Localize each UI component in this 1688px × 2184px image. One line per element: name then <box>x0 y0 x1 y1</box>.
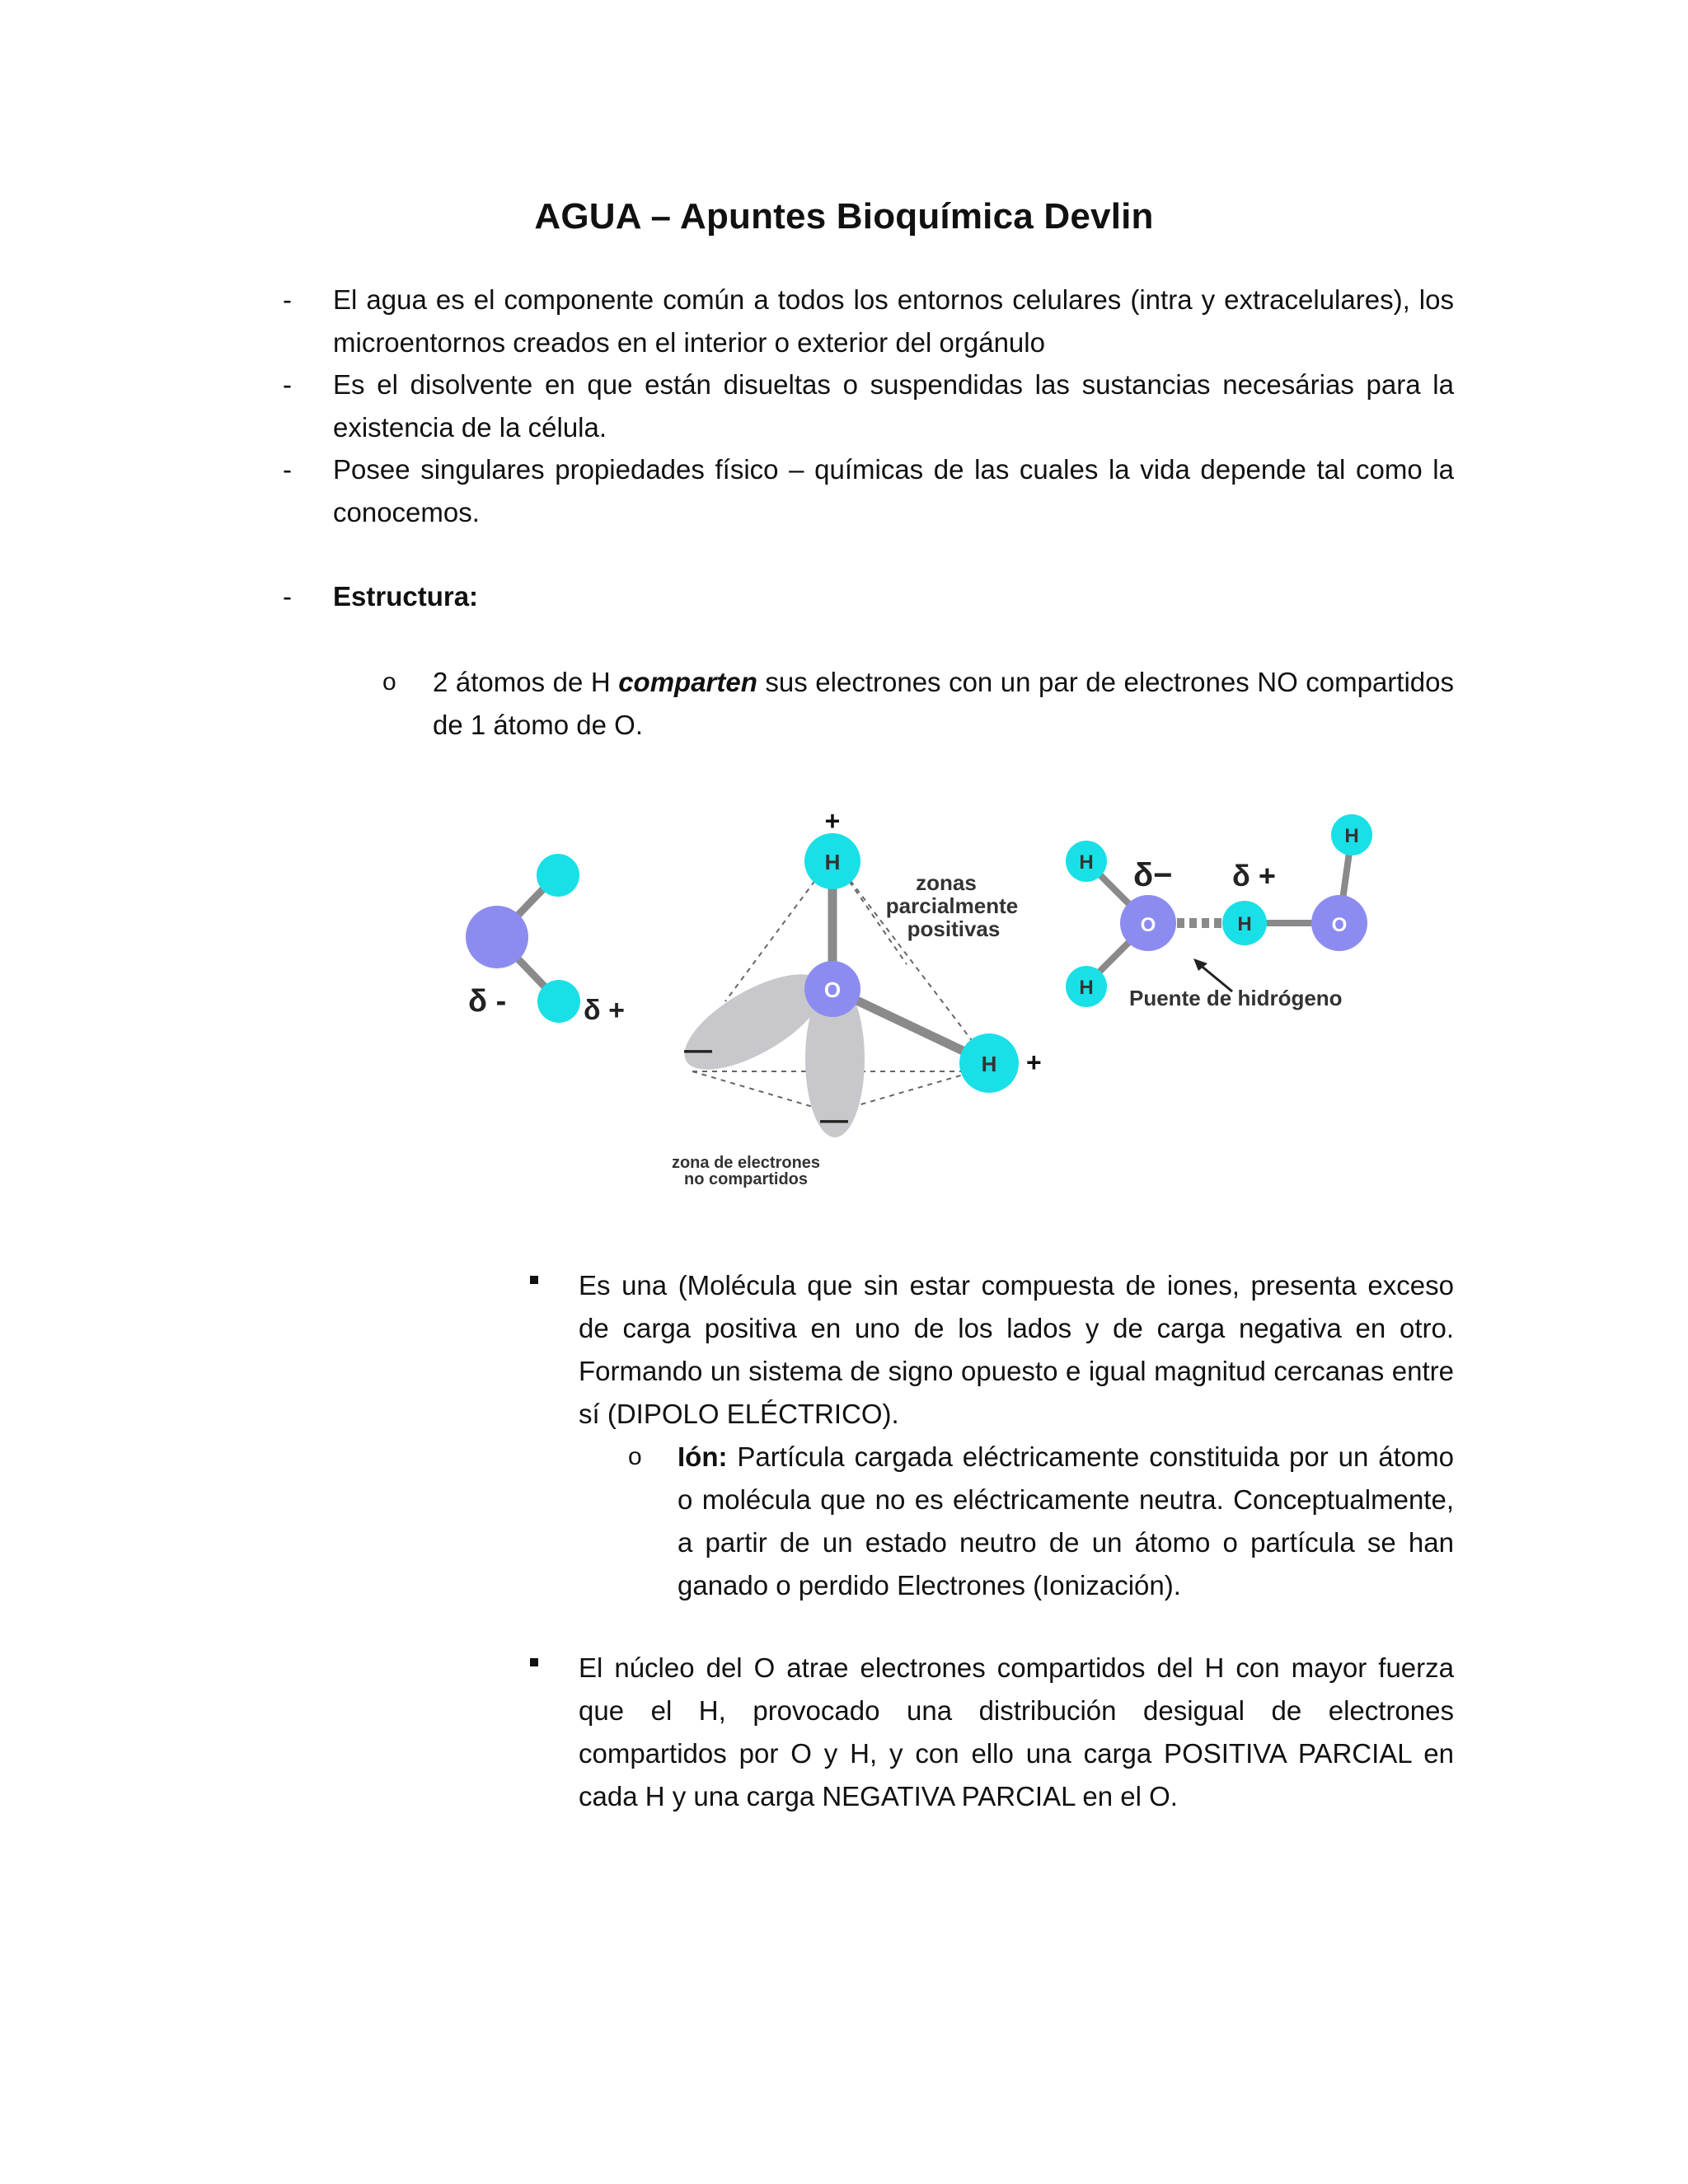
dipolo-text: Es una (Molécula que sin estar compuesta de iones, presenta exceso de carga positiva en uno de los lados y de carga negativa en otro. Formando un sistema de signo opuesto e igual magnitud cercanas entre sí (DIPOLO ELÉCTRICO). <box>579 1270 1454 1429</box>
zonas-label-line2: parcialmente <box>885 893 1019 918</box>
puente-hidrogeno-label: Puente de hidrógeno <box>1129 986 1343 1010</box>
hydrogen-label: H <box>1079 977 1094 999</box>
structure-text <box>433 661 1454 747</box>
nucleo-paragraph <box>579 1647 1454 1818</box>
hydrogen-atom <box>537 980 580 1023</box>
lobe-minus-label: — <box>684 1034 712 1066</box>
structure-text-emphasis: comparten <box>618 667 757 697</box>
intro-text-1: El agua es el componente común a todos los entornos celulares (intra y extracelulares), los microentornos creados en el interior o exterior del orgánulo <box>333 284 1454 358</box>
ion-paragraph <box>678 1436 1454 1607</box>
hydrogen-label: H <box>824 850 841 874</box>
square-bullet <box>530 1658 538 1666</box>
structure-text-pre: 2 átomos de H <box>433 667 619 697</box>
intro-paragraph-1 <box>333 279 1454 364</box>
structure-paragraph <box>433 661 1454 747</box>
delta-plus-label: δ + <box>584 995 625 1026</box>
dash-marker: - <box>283 454 292 485</box>
oxygen-label: O <box>1140 914 1156 936</box>
oxygen-atom <box>466 906 528 968</box>
dash-marker: - <box>283 581 292 612</box>
positive-charge-label: + <box>1026 1047 1042 1077</box>
intro-paragraph-2 <box>333 363 1454 449</box>
zona-electrones-line2: no compartidos <box>683 1170 809 1188</box>
circle-marker: o <box>382 668 396 696</box>
dash-marker: - <box>283 369 292 400</box>
ion-definition: Partícula cargada eléctricamente constituida por un átomo o molécula que no es eléctricamente neutra. Conceptualmente, a partir de un estado neutro de un átomo o partícula se han ganado o perdido Electrones (Ionización). <box>678 1441 1454 1601</box>
intro-paragraph-3 <box>333 448 1454 534</box>
page-title: AGUA – Apuntes Bioquímica Devlin <box>534 196 1154 237</box>
hydrogen-label: H <box>981 1052 997 1076</box>
structure-text-post: sus electrones con un par de electrones NO compartidos de 1 átomo de O. <box>433 667 1454 740</box>
lobe-minus-label: — <box>820 1104 848 1136</box>
ion-text <box>678 1436 1454 1607</box>
ion-label: Ión: <box>678 1441 728 1472</box>
zonas-label-line3: positivas <box>907 916 1001 941</box>
nucleo-text: El núcleo del O atrae electrones compartidos del H con mayor fuerza que el H, provocado una distribución desigual de electrones compartidos por O y H, y con ello una carga POSITIVA PARCIAL en cada H y una carga NEGATIVA PARCIAL en el O. <box>579 1652 1454 1811</box>
square-bullet <box>530 1276 538 1284</box>
hydrogen-label: H <box>1079 851 1094 874</box>
hydrogen-label: H <box>1237 913 1252 935</box>
hydrogen-label: H <box>1344 825 1359 847</box>
delta-plus-label: δ + <box>1232 859 1276 893</box>
dash-marker: - <box>283 284 292 315</box>
delta-minus-label: δ− <box>1133 857 1173 893</box>
zona-electrones-line1: zona de electrones <box>671 1154 821 1172</box>
section-heading-estructura: Estructura: <box>333 581 479 612</box>
positive-charge-label: + <box>824 806 841 836</box>
water-molecule-figure <box>445 804 1401 1199</box>
oxygen-label: O <box>1331 914 1348 936</box>
zonas-label-line1: zonas <box>916 870 977 895</box>
intro-text-3: Posee singulares propiedades físico – químicas de las cuales la vida depende tal como la conocemos. <box>333 454 1454 527</box>
delta-minus-label: δ - <box>468 984 507 1019</box>
intro-text-2: Es el disolvente en que están disueltas o suspendidas las sustancias necesárias para la existencia de la célula. <box>333 369 1454 443</box>
dipolo-paragraph <box>579 1264 1454 1436</box>
circle-marker: o <box>628 1443 642 1470</box>
oxygen-label: O <box>823 977 842 1002</box>
hydrogen-atom <box>537 854 579 897</box>
